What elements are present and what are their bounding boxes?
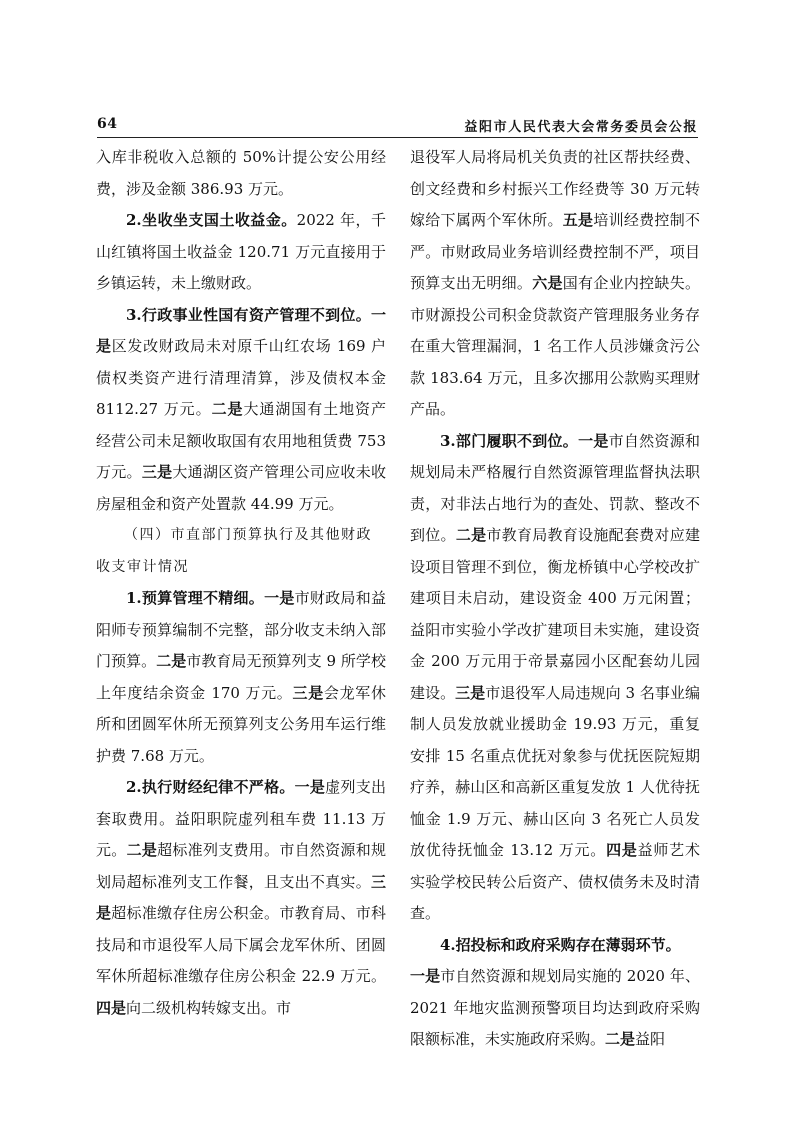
text-run: 超标准列支费用。市自然资源和规划局超标准列支工作餐，且支出不真实。 xyxy=(96,841,386,891)
text-run: 市自然资源和规划局未严格履行自然资源管理监督执法职责，对非法占地行为的查处、罚款、整改不到位。 xyxy=(410,431,700,544)
bold-run: 一是 xyxy=(264,589,295,607)
bold-run: 一是 xyxy=(578,431,609,450)
paragraph xyxy=(410,961,700,1056)
text-run: 向二级机构转嫁支出。市 xyxy=(126,998,292,1017)
bold-run: 三是 xyxy=(141,463,173,481)
bold-run: 1.预算管理不精细。 xyxy=(126,589,265,607)
text-run: 益阳 xyxy=(635,1030,666,1048)
bold-run: 一是 xyxy=(410,967,441,985)
bold-run: 三是 xyxy=(292,683,324,702)
text-run: 市教育局无预算列支 9 所学校上年度结余资金 170 万元。 xyxy=(96,652,386,702)
text-run: 虚列支出套取费用。益阳职院虚列租车费 11.13 万元。 xyxy=(96,778,386,859)
bold-run: 4.招投标和政府采购存在薄弱环节。 xyxy=(440,935,681,954)
bold-run: 3.行政事业性国有资产管理不到位。 xyxy=(126,305,371,324)
bold-run: 二是 xyxy=(156,652,187,670)
bold-run: 三是 xyxy=(96,872,386,922)
text-run: 超标准缴存住房公积金。市教育局、市科技局和市退役军人局下属会龙军休所、团圆军休所超标准缴存住房公积金 22.9 万元。 xyxy=(96,904,386,985)
text-run: 市教育局教育设施配套费对应建设项目管理不到位，衡龙桥镇中心学校改扩建项目未启动，建设资金 400 万元闲置；益阳市实验小学改扩建项目未实施，建设资金 200 万元用于帝景嘉园小区配套幼儿园建设。 xyxy=(410,526,700,702)
section-heading: （四）市直部门预算执行及其他财政收支审计情况 xyxy=(96,527,372,575)
bold-run: 3.部门履职不到位。 xyxy=(440,431,579,450)
paragraph xyxy=(96,205,386,300)
bold-run: 二是 xyxy=(126,841,158,859)
paragraph xyxy=(410,426,700,930)
right-column xyxy=(410,142,700,1056)
bold-run: 三是 xyxy=(455,683,486,702)
bold-run: 一是 xyxy=(96,305,386,355)
header-rule xyxy=(97,137,698,138)
bold-run: 二是 xyxy=(455,526,487,544)
bold-run: 五是 xyxy=(562,211,594,229)
bold-run: 六是 xyxy=(532,274,563,292)
text-run: 入库非税收入总额的 50%计提公安公用经费，涉及金额 386.93 万元。 xyxy=(96,148,386,198)
paragraph xyxy=(96,300,386,521)
bold-run: 二是 xyxy=(211,400,244,418)
bold-run: 四是 xyxy=(96,998,127,1017)
page-header xyxy=(97,116,698,138)
paragraph xyxy=(96,583,386,772)
text-run: 退役军人局将局机关负责的社区帮扶经费、创文经费和乡村振兴工作经费等 30 万元转嫁给下属两个军休所。 xyxy=(410,148,700,229)
text-run: 国有企业内控缺失。市财源投公司积金贷款资产管理服务业务存在重大管理漏洞，1 名工作人员涉嫌贪污公款 183.64 万元，且多次挪用公款购买理财产品。 xyxy=(410,274,700,418)
text-run: 益师艺术实验学校民转公后资产、债权债务未及时清查。 xyxy=(410,841,700,922)
page-number: 64 xyxy=(97,116,118,132)
text-run: 大通湖区资产管理公司应收未收房屋租金和资产处置款 44.99 万元。 xyxy=(96,463,386,513)
bold-run: 一是 xyxy=(294,778,326,796)
left-column xyxy=(96,142,386,1024)
bold-run: 2.执行财经纪律不严格。 xyxy=(126,778,295,796)
bold-run: 2.坐收坐支国土收益金。 xyxy=(126,211,297,229)
text-run: 区发改财政局未对原千山红农场 169 户债权类资产进行清理清算，涉及债权本金 8112.27 万元。 xyxy=(96,337,386,418)
text-run: 大通湖国有土地资产经营公司未足额收取国有农用地租赁费 753 万元。 xyxy=(96,400,386,481)
text-run: 会龙军休所和团圆军休所无预算列支公务用车运行维护费 7.68 万元。 xyxy=(96,683,386,765)
publication-title: 益阳市人民代表大会常务委员会公报 xyxy=(464,120,698,135)
paragraph xyxy=(96,142,386,205)
paragraph xyxy=(410,142,700,426)
text-run: 市财政局和益阳师专预算编制不完整，部分收支未纳入部门预算。 xyxy=(96,589,386,670)
paragraph xyxy=(410,930,700,962)
text-run: 市退役军人局违规向 3 名事业编制人员发放就业援助金 19.93 万元，重复安排 15 名重点优抚对象参与优抚医院短期疗养，赫山区和高新区重复发放 1 人优待抚恤金 1.9 万元、赫山区向 3 名死亡人员发放优待抚恤金 13.12 万元。 xyxy=(410,683,700,859)
text-run: 市自然资源和规划局实施的 2020 年、2021 年地灾监测预警项目均达到政府采购限额标准，未实施政府采购。 xyxy=(410,967,700,1048)
paragraph xyxy=(96,772,386,1024)
bold-run: 二是 xyxy=(605,1030,636,1048)
bold-run: 四是 xyxy=(606,841,638,859)
text-run: 培训经费控制不严。市财政局业务培训经费控制不严，项目预算支出无明细。 xyxy=(410,211,700,292)
text-run: 2022 年，千山红镇将国土收益金 120.71 万元直接用于乡镇运转，未上缴财政。 xyxy=(96,211,386,292)
